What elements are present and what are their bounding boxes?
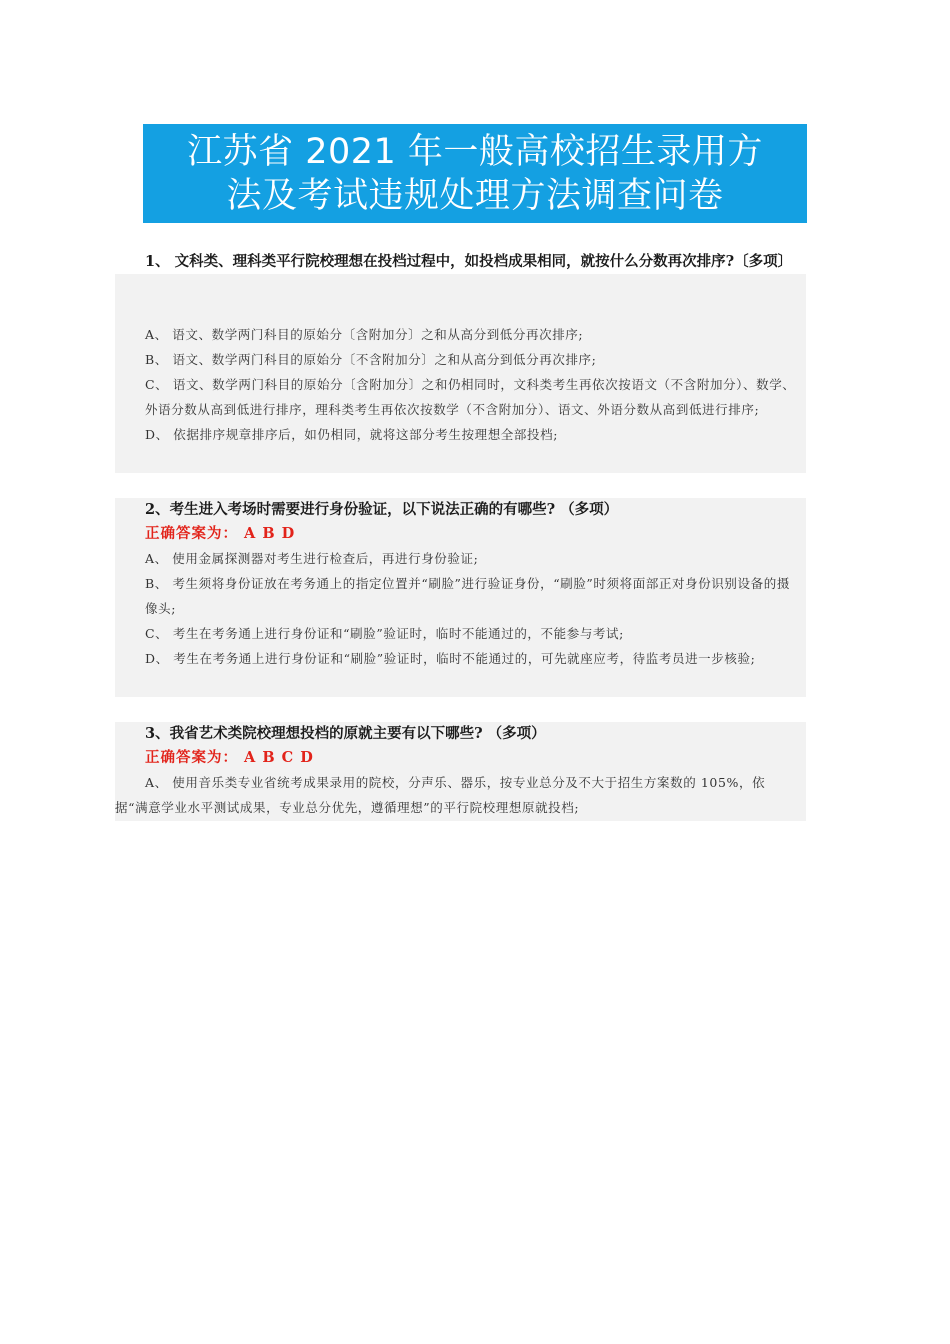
question-1-option-d: D、 依据排序规章排序后，如仍相同，就将这部分考生按理想全部投档; bbox=[145, 427, 559, 442]
question-1-title: 1、 文科类、理科类平行院校理想在投档过程中，如投档成果相同，就按什么分数再次排序?〔多项〕 bbox=[145, 253, 793, 270]
question-1-option-c: C、 语文、数学两门科目的原始分〔含附加分〕之和仍相同时，文科类考生再依次按语文（不含附加分）、数学、外语分数从高到低进行排序，理科类考生再依次按数学（不含附加分）、语文、外语分数从高到低进行排序; bbox=[145, 377, 796, 417]
page-title-banner bbox=[143, 124, 807, 223]
question-3-option-a: A、 使用音乐类专业省统考成果录用的院校，分声乐、器乐，按专业总分及不大于招生方案数的 105%，依据“满意学业水平测试成果，专业总分优先，遵循理想”的平行院校理想原就投档; bbox=[115, 775, 766, 815]
question-2-answer: 正确答案为： A B D bbox=[145, 525, 296, 542]
question-1-options bbox=[115, 274, 806, 473]
question-3-title: 3、我省艺术类院校理想投档的原就主要有以下哪些? （多项） bbox=[145, 725, 546, 742]
question-3-answer: 正确答案为： A B C D bbox=[145, 749, 314, 766]
question-1-option-b: B、 语文、数学两门科目的原始分〔不含附加分〕之和从高分到低分再次排序; bbox=[145, 352, 597, 367]
question-1-option-a: A、 语文、数学两门科目的原始分〔含附加分〕之和从高分到低分再次排序; bbox=[145, 327, 584, 342]
question-2-option-c: C、 考生在考务通上进行身份证和“刷脸”验证时，临时不能通过的，不能参与考试; bbox=[145, 626, 624, 641]
question-2-option-a: A、 使用金属探测器对考生进行检查后，再进行身份验证; bbox=[145, 551, 479, 566]
page-title-line-2: 法及考试违规处理方法调查问卷 bbox=[226, 175, 724, 216]
question-2-title: 2、考生进入考场时需要进行身份验证，以下说法正确的有哪些? （多项） bbox=[145, 501, 619, 518]
question-2-option-b: B、 考生须将身份证放在考务通上的指定位置并“刷脸”进行验证身份，“刷脸”时须将面部正对身份识别设备的摄像头; bbox=[145, 576, 790, 616]
page-title-line-1: 江苏省 2021 年一般高校招生录用方 bbox=[187, 131, 763, 172]
question-2-option-d: D、 考生在考务通上进行身份证和“刷脸”验证时，临时不能通过的，可先就座应考，待监考员进一步核验; bbox=[145, 651, 756, 666]
